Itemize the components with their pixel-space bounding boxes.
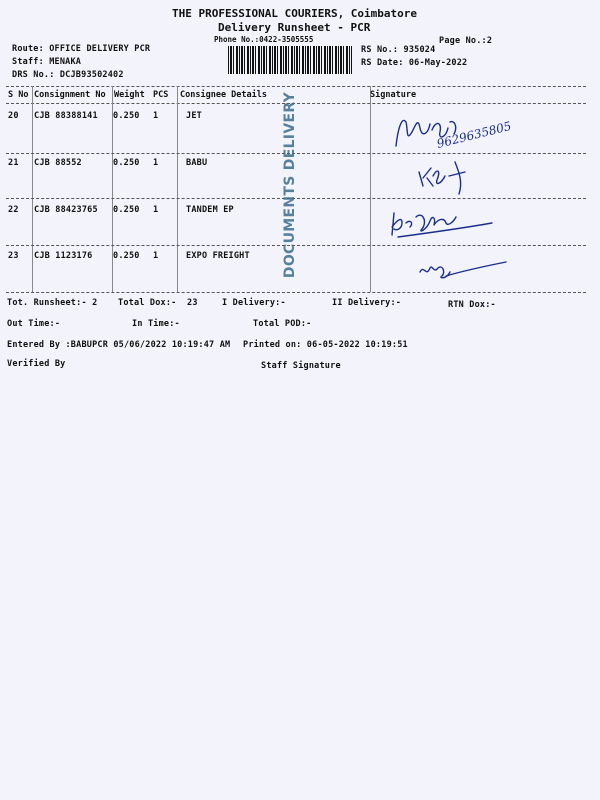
signature-row-23	[416, 258, 510, 288]
row-consignment: CJB 88552	[34, 158, 82, 168]
column-divider	[32, 86, 33, 292]
row-consignment: CJB 88388141	[34, 111, 98, 121]
row-consignee: BABU	[186, 158, 208, 168]
documents-delivery-stamp: DOCUMENTS DELIVERY	[282, 91, 298, 279]
row-consignment: CJB 1123176	[34, 251, 93, 261]
company-title: THE PROFESSIONAL COURIERS, Coimbatore	[172, 7, 418, 20]
row-consignee: TANDEM EP	[186, 205, 234, 215]
column-divider	[177, 86, 178, 292]
route-label: Route: OFFICE DELIVERY PCR	[12, 44, 151, 54]
staff-signature-label: Staff Signature	[261, 361, 341, 371]
row-weight: 0.250	[113, 205, 140, 215]
total-dox-value: 23	[187, 298, 198, 308]
verified-by: Verified By	[7, 359, 66, 369]
total-pod: Total POD:-	[253, 319, 312, 329]
in-time: In Time:-	[132, 319, 180, 329]
row-sno: 20	[8, 111, 19, 121]
signature-row-21	[415, 158, 485, 198]
entered-by: Entered By :BABUPCR 05/06/2022 10:19:47 AM	[7, 340, 231, 350]
second-delivery: II Delivery:-	[332, 298, 402, 308]
runsheet-title: Delivery Runsheet - PCR	[218, 21, 371, 34]
table-bottom-rule	[6, 292, 586, 293]
row-pcs: 1	[153, 158, 159, 168]
signature-row-20	[388, 108, 538, 158]
col-header-signature: Signature	[370, 90, 417, 100]
rs-date: RS Date: 06-May-2022	[361, 58, 468, 68]
col-header-pcs: PCS	[153, 90, 169, 100]
total-dox-label: Total Dox:-	[118, 298, 177, 308]
row-weight: 0.250	[113, 251, 140, 261]
row-sno: 23	[8, 251, 19, 261]
row-consignee: EXPO FREIGHT	[186, 251, 250, 261]
printed-on: Printed on: 06-05-2022 10:19:51	[243, 340, 408, 350]
signature-row-22	[388, 205, 498, 245]
row-consignee: JET	[186, 111, 202, 121]
staff-label: Staff: MENAKA	[12, 57, 82, 67]
row-pcs: 1	[153, 111, 159, 121]
col-header-sno: S No	[8, 90, 29, 100]
barcode	[228, 46, 352, 74]
rs-number: RS No.: 935024	[361, 45, 436, 55]
col-header-weight: Weight	[114, 90, 145, 100]
first-delivery: I Delivery:-	[222, 298, 286, 308]
col-header-consignee: Consignee Details	[180, 90, 267, 100]
col-header-consignment: Consignment No	[34, 90, 106, 100]
drs-number: DRS No.: DCJB93502402	[12, 70, 124, 80]
row-consignment: CJB 88423765	[34, 205, 98, 215]
row-pcs: 1	[153, 205, 159, 215]
handwritten-phone-number: 9629635805	[435, 118, 513, 151]
column-divider	[370, 86, 371, 292]
page-number: Page No.:2	[439, 36, 493, 46]
table-top-rule	[6, 86, 586, 87]
row-sno: 21	[8, 158, 19, 168]
rtn-dox: RTN Dox:-	[448, 300, 496, 310]
total-runsheet: Tot. Runsheet:- 2	[7, 298, 98, 308]
row-weight: 0.250	[113, 158, 140, 168]
row-weight: 0.250	[113, 111, 140, 121]
row-sno: 22	[8, 205, 19, 215]
row-pcs: 1	[153, 251, 159, 261]
phone-number: Phone No.:0422-3505555	[214, 35, 314, 44]
out-time: Out Time:-	[7, 319, 61, 329]
